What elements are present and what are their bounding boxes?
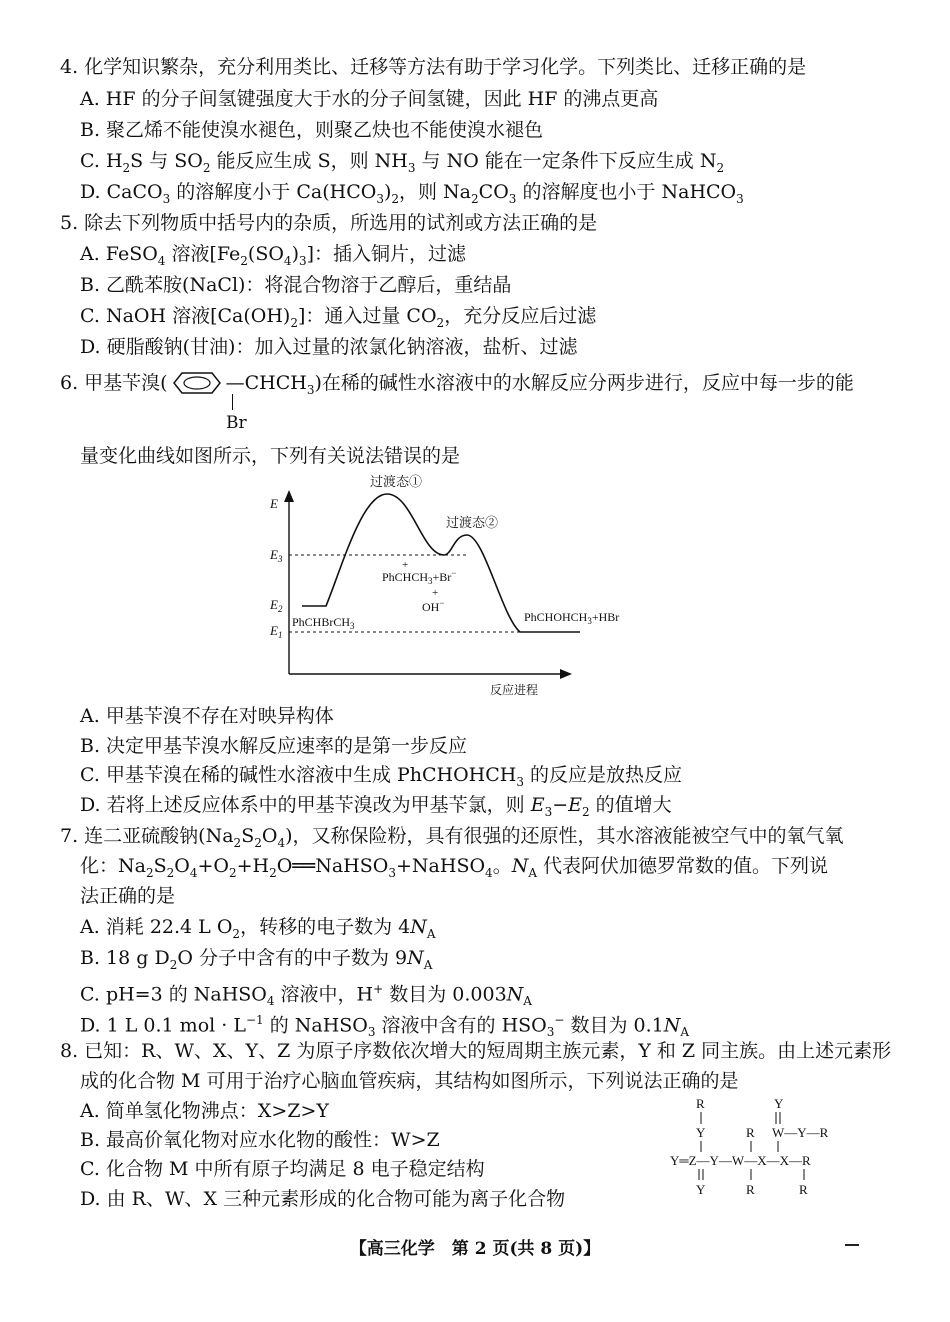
q6-option-b: B. 决定甲基苄溴水解反应速率的是第一步反应 <box>80 735 468 757</box>
q8-stem-line2: 成的化合物 M 可用于治疗心脑血管疾病，其结构如图所示，下列说法正确的是 <box>80 1070 739 1092</box>
reactant-label: PhCHBrCH$_3$ <box>292 615 355 631</box>
energy-profile-diagram <box>262 472 662 700</box>
q8-option-b: B. 最高价氧化物对应水化物的酸性：W>Z <box>80 1129 440 1151</box>
corner-mark <box>845 1244 859 1246</box>
atom-r-lower-2: R <box>799 1182 808 1197</box>
page-footer: 【高三化学 第 2 页(共 8 页)】 <box>349 1239 601 1259</box>
e2-label: $E_2$ <box>270 597 283 614</box>
q7-stem-line1: 7. 连二亚硫酸钠$(Na_2S_2O_4)$，又称保险粉，具有很强的还原性，其水溶液能被空气中的氧气氧 <box>60 825 844 850</box>
q8-option-a: A. 简单氢化物沸点：X>Z>Y <box>80 1100 329 1122</box>
intermediate-plus-2: + <box>432 587 439 599</box>
q6-option-c: C. 甲基苄溴在稀的碱性水溶液中生成 PhCHOHCH$_3$ 的反应是放热反应 <box>80 764 683 789</box>
compound-m-structure <box>662 1092 852 1204</box>
atom-r-top: R <box>696 1096 705 1111</box>
q7-option-c: C. pH=3 的 NaHSO$_4$ 溶液中，H+ 数目为 $0.003N_A$ <box>80 982 532 1009</box>
main-chain: Y═Z—Y—W—X—X—R <box>670 1153 811 1168</box>
atom-r-mid: R <box>746 1125 755 1140</box>
q4-option-a: A. HF 的分子间氢键强度大于水的分子间氢键，因此 HF 的沸点更高 <box>80 88 659 110</box>
q4-option-d: D. CaCO$_3$ 的溶解度小于 $Ca(HCO_3)_2$，则 $Na_2CO_3$ 的溶解度也小于 NaHCO$_3$ <box>80 181 744 206</box>
q5-option-c: C. NaOH 溶液$[Ca(OH)_2]$：通入过量 $CO_2$，充分反应后过滤 <box>80 305 597 330</box>
q7-stem-line3: 法正确的是 <box>80 885 176 907</box>
atom-y-lower: Y <box>696 1182 706 1197</box>
atom-w-top-y: Y <box>774 1096 784 1111</box>
q7-option-a: A. 消耗 22.4 L $O_2$，转移的电子数为 $4N_A$ <box>80 916 436 941</box>
q8-stem-line1: 8. 已知：R、W、X、Y、Z 为原子序数依次增大的短周期主族元素，Y 和 Z 同主族。由上述元素形 <box>60 1040 892 1062</box>
q6-stem-line2: 量变化曲线如图所示，下列有关说法错误的是 <box>80 445 461 467</box>
q4-option-c: C. $H_2S$ 与 $SO_2$ 能反应生成 S，则 $NH_3$ 与 NO 能在一定条件下反应生成 $N_2$ <box>80 150 725 175</box>
q6-stem-line1: 6. 甲基苄溴( $—CHCH_3$)在稀的碱性水溶液中的水解反应分两步进行，反应中每一步的能 <box>60 372 854 397</box>
ts2-label: 过渡态② <box>446 515 499 530</box>
product-label: PhCHOHCH$_3$+HBr <box>524 610 620 626</box>
e3-label: $E_3$ <box>270 547 283 564</box>
q6-bromo-branch <box>232 394 233 410</box>
hydroxide-label: OH− <box>422 598 445 614</box>
q7-option-b: B. 18 g $D_2O$ 分子中含有的中子数为 $9N_A$ <box>80 947 433 972</box>
atom-y-upper: Y <box>696 1125 706 1140</box>
e1-label: $E_1$ <box>270 623 283 640</box>
q6-option-d: D. 若将上述反应体系中的甲基苄溴改为甲基苄氯，则 $E_3-E_2$ 的值增大 <box>80 794 672 819</box>
q8-option-d: D. 由 R、W、X 三种元素形成的化合物可能为离子化合物 <box>80 1188 566 1210</box>
q4-option-b: B. 聚乙烯不能使溴水褪色，则聚乙炔也不能使溴水褪色 <box>80 119 544 141</box>
q7-stem-line2: 化：$Na_2S_2O_4+O_2+H_2O══NaHSO_3+NaHSO_4$。$N_A$ 代表阿伏加德罗常数的值。下列说 <box>80 855 829 880</box>
q5-stem: 5. 除去下列物质中括号内的杂质，所选用的试剂或方法正确的是 <box>60 212 598 234</box>
y-axis-arrow-icon <box>284 490 294 502</box>
x-axis-label: 反应进程 <box>490 683 539 697</box>
q8-option-c: C. 化合物 M 中所有原子均满足 8 电子稳定结构 <box>80 1158 485 1180</box>
atom-w-upper-chain: W—Y—R <box>772 1125 829 1140</box>
ts1-label: 过渡态① <box>370 474 423 489</box>
q5-option-b: B. 乙酰苯胺(NaCl)：将混合物溶于乙醇后，重结晶 <box>80 274 512 296</box>
atom-r-lower-1: R <box>746 1182 755 1197</box>
benzene-ring-icon <box>168 371 226 395</box>
q6-option-a: A. 甲基苄溴不存在对映异构体 <box>80 705 334 727</box>
y-axis-label: E <box>270 496 278 511</box>
intermediate-label: PhCHCH$_3$+Br− <box>382 568 457 586</box>
q5-option-d: D. 硬脂酸钠(甘油)：加入过量的浓氯化钠溶液，盐析、过滤 <box>80 336 578 358</box>
q5-option-a: A. FeSO$_4$ 溶液$[Fe_2(SO_4)_3]$：插入铜片，过滤 <box>80 243 467 268</box>
q6-br-label: Br <box>226 413 247 433</box>
q4-stem: 4. 化学知识繁杂，充分利用类比、迁移等方法有助于学习化学。下列类比、迁移正确的是 <box>60 56 807 78</box>
q7-option-d: D. 1 L 0.1 mol · $L^{-1}$ 的 NaHSO$_3$ 溶液中含有的 $HSO_3^-$ 数目为 $0.1N_A$ <box>80 1013 690 1040</box>
x-axis-arrow-icon <box>560 669 572 679</box>
intermediate-plus: + <box>402 559 409 571</box>
